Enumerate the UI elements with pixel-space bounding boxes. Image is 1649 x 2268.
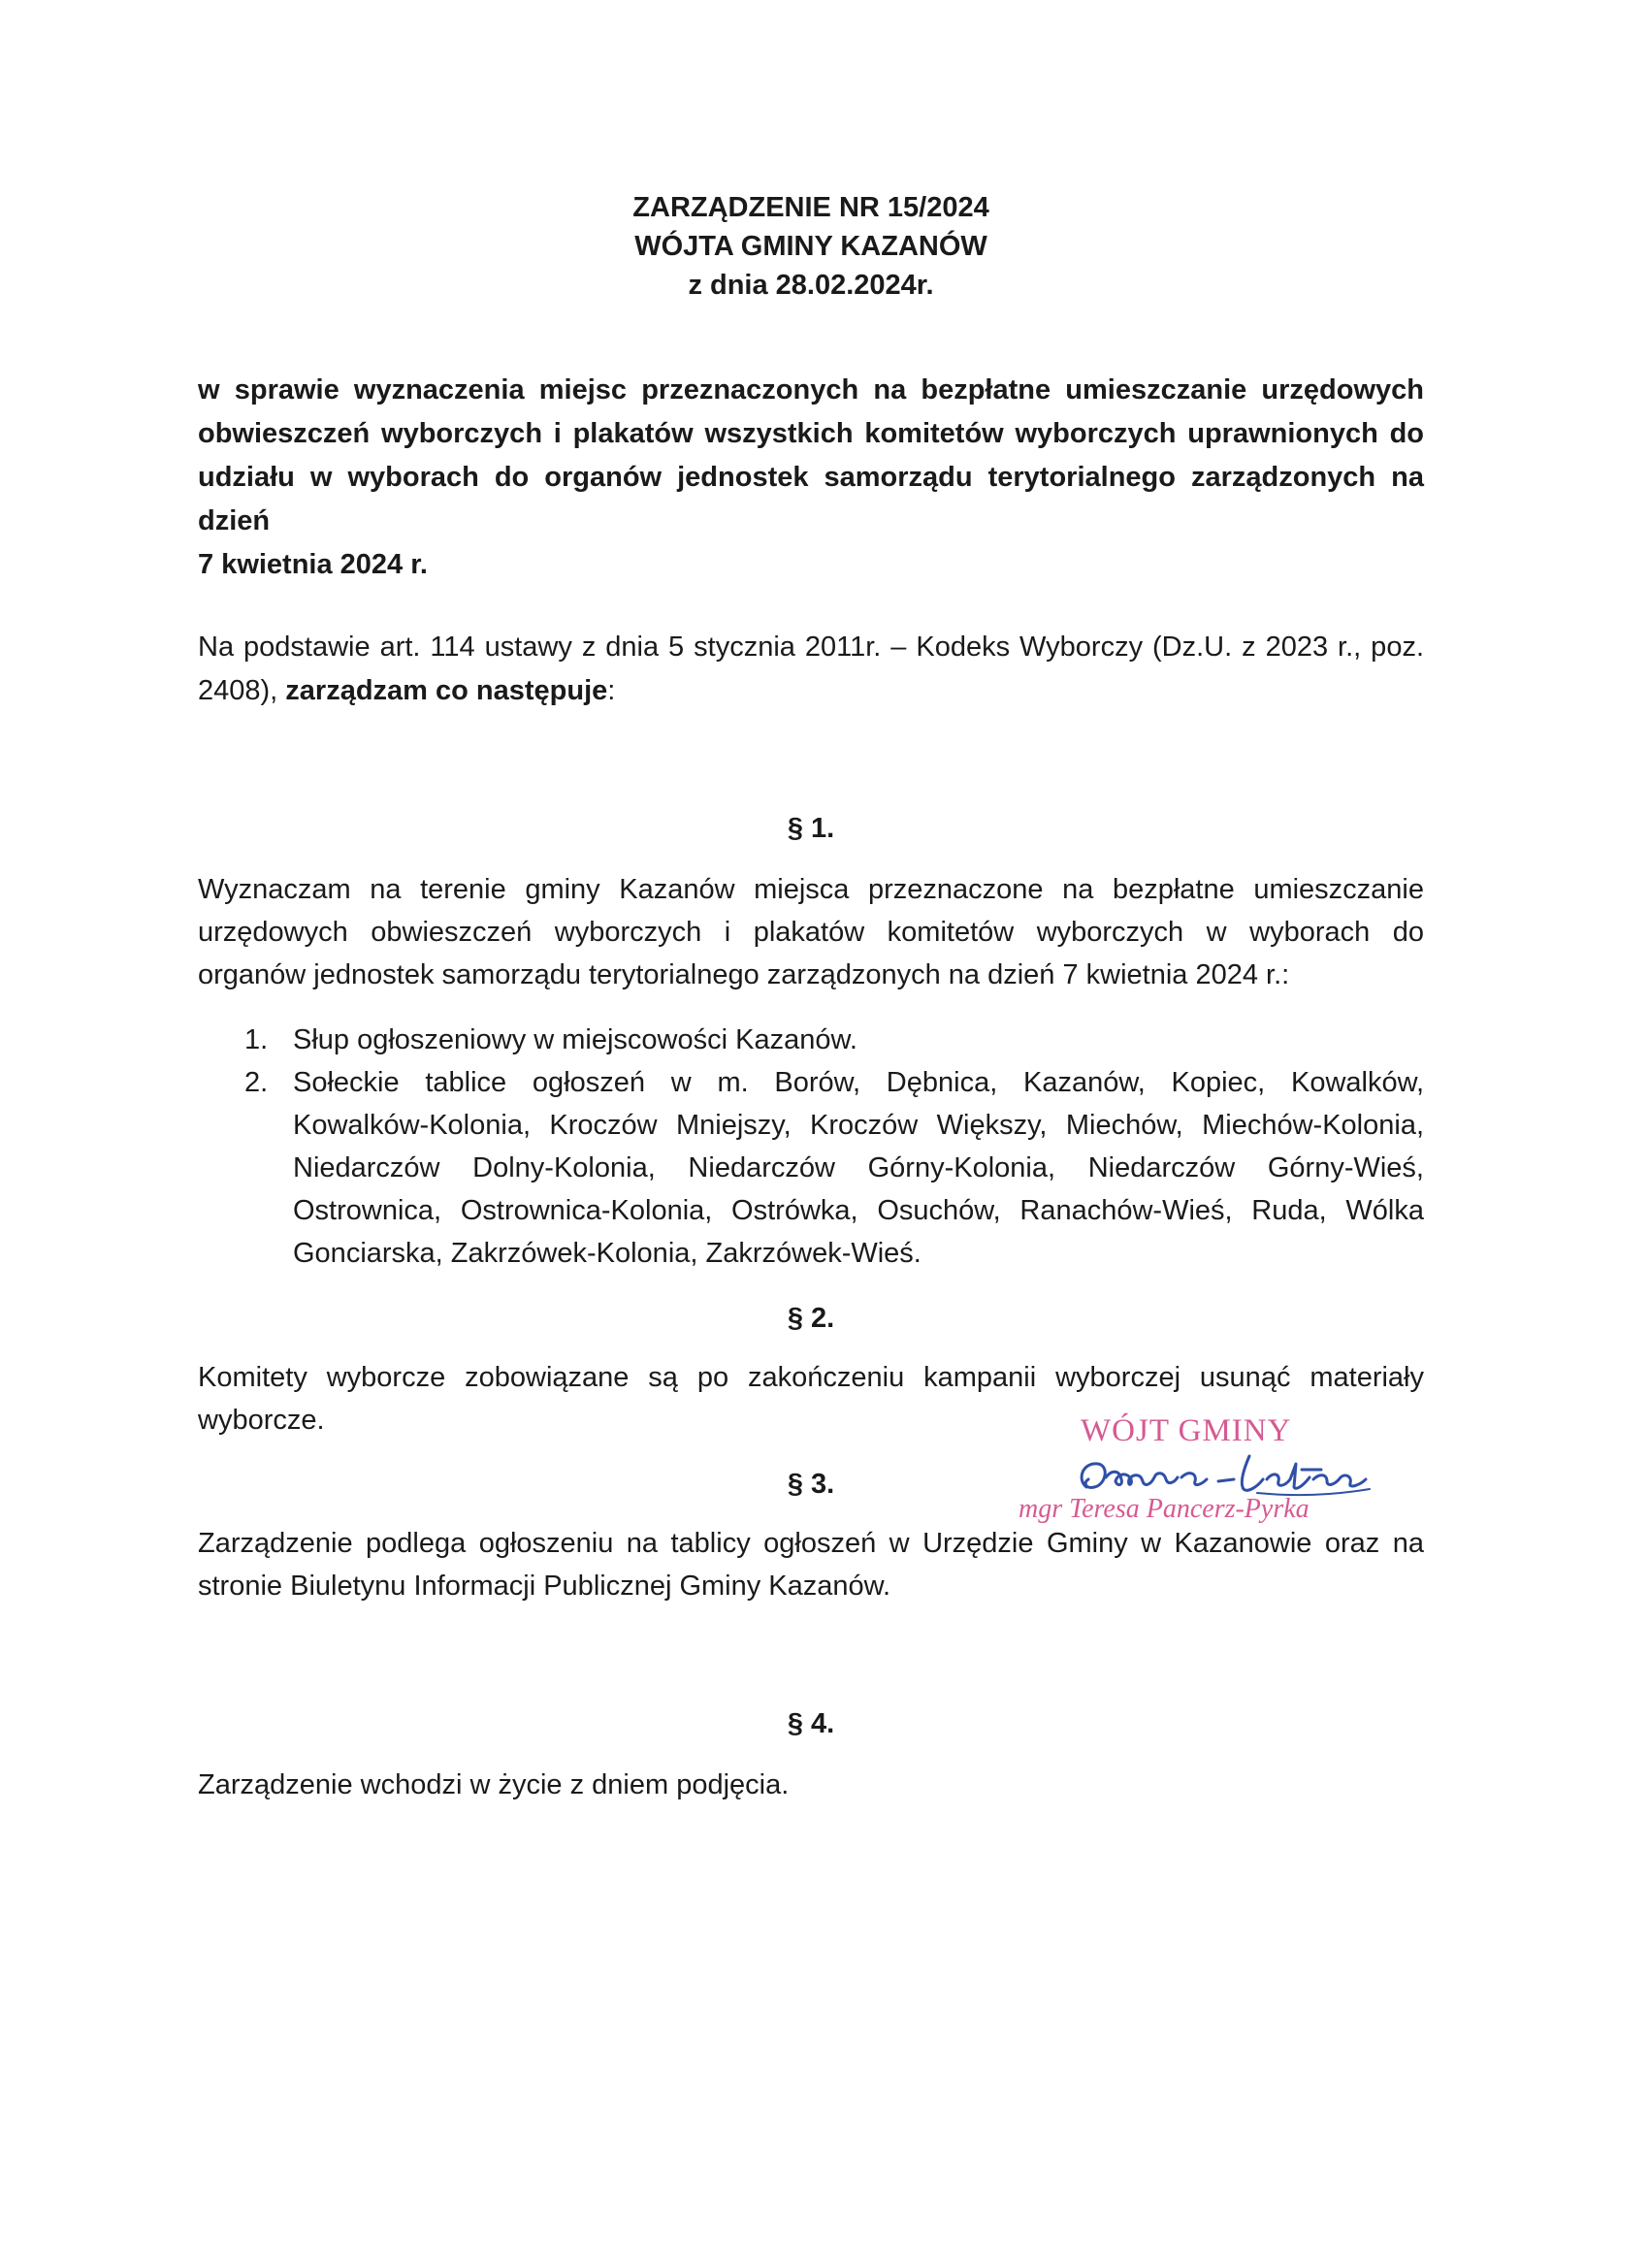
list-item xyxy=(198,1061,1424,1275)
list-item-line: Kowalków-Kolonia, Kroczów Mniejszy, Kroczów Większy, Miechów, Miechów-Kolonia, xyxy=(293,1110,1424,1141)
locations-list xyxy=(198,1019,1424,1275)
list-item-line: Niedarczów Dolny-Kolonia, Niedarczów Górny-Kolonia, Niedarczów Górny-Wieś, xyxy=(293,1152,1424,1183)
paragraph-mark: § 3. xyxy=(787,1469,835,1500)
official-stamp xyxy=(1009,1411,1416,1538)
subject-line: obwieszczeń wyborczych i plakatów wszystkich komitetów wyborczych uprawnionych do xyxy=(198,418,1424,449)
ordinance-number: ZARZĄDZENIE NR 15/2024 xyxy=(632,192,989,223)
list-item xyxy=(198,1019,1424,1061)
paragraph-line: Zarządzenie podlega ogłoszeniu na tablicy ogłoszeń w Urzędzie Gminy w Kazanowie oraz na xyxy=(198,1528,1424,1559)
basis-line: 2408), zarządzam co następuje: xyxy=(198,675,616,706)
list-item-line: Gonciarska, Zakrzówek-Kolonia, Zakrzówek-Wieś. xyxy=(293,1238,922,1269)
document-header xyxy=(198,188,1424,305)
basis-line: Na podstawie art. 114 ustawy z dnia 5 stycznia 2011r. – Kodeks Wyborczy (Dz.U. z 2023 r., poz. xyxy=(198,632,1424,663)
paragraph-line: Wyznaczam na terenie gminy Kazanów miejsca przeznaczone na bezpłatne umieszczanie xyxy=(198,874,1424,905)
list-item-number: 1. xyxy=(244,1024,269,1055)
subject-line: w sprawie wyznaczenia miejsc przeznaczonych na bezpłatne umieszczanie urzędowych xyxy=(198,374,1424,405)
paragraph-line: urzędowych obwieszczeń wyborczych i plakatów komitetów wyborczych w wyborach do xyxy=(198,917,1424,948)
stamp-official-name: mgr Teresa Pancerz-Pyrka xyxy=(1018,1494,1310,1524)
legal-basis xyxy=(198,626,1424,713)
stamp-title: WÓJT GMINY xyxy=(1081,1413,1292,1448)
list-item-line: Sołeckie tablice ogłoszeń w m. Borów, Dębnica, Kazanów, Kopiec, Kowalków, xyxy=(293,1067,1424,1098)
paragraph-line: Komitety wyborcze zobowiązane są po zakończeniu kampanii wyborczej usunąć materiały xyxy=(198,1362,1424,1393)
issuer: WÓJTA GMINY KAZANÓW xyxy=(634,231,987,262)
ordinance-subject xyxy=(198,369,1424,587)
paragraph-1-text xyxy=(198,868,1424,996)
paragraph-line: organów jednostek samorządu terytorialnego zarządzonych na dzień 7 kwietnia 2024 r.: xyxy=(198,959,1290,990)
paragraph-line: Zarządzenie wchodzi w życie z dniem podjęcia. xyxy=(198,1769,790,1800)
subject-line: udziału w wyborach do organów jednostek samorządu terytorialnego zarządzonych na dzień xyxy=(198,462,1424,536)
paragraph-mark: § 4. xyxy=(787,1708,835,1739)
basis-decree-phrase: zarządzam co następuje xyxy=(285,675,608,706)
list-item-line: Ostrownica, Ostrownica-Kolonia, Ostrówka, Osuchów, Ranachów-Wieś, Ruda, Wólka xyxy=(293,1195,1424,1226)
list-item-number: 2. xyxy=(244,1067,269,1098)
paragraph-line: stronie Biuletynu Informacji Publicznej Gminy Kazanów. xyxy=(198,1571,891,1602)
subject-line: 7 kwietnia 2024 r. xyxy=(198,549,428,580)
paragraph-line: wyborcze. xyxy=(198,1405,325,1436)
list-item-line: Słup ogłoszeniowy w miejscowości Kazanów. xyxy=(293,1024,857,1055)
paragraph-4-text xyxy=(198,1764,1424,1806)
ordinance-date: z dnia 28.02.2024r. xyxy=(688,270,934,301)
paragraph-mark: § 2. xyxy=(787,1303,835,1334)
paragraph-mark: § 1. xyxy=(787,813,835,844)
